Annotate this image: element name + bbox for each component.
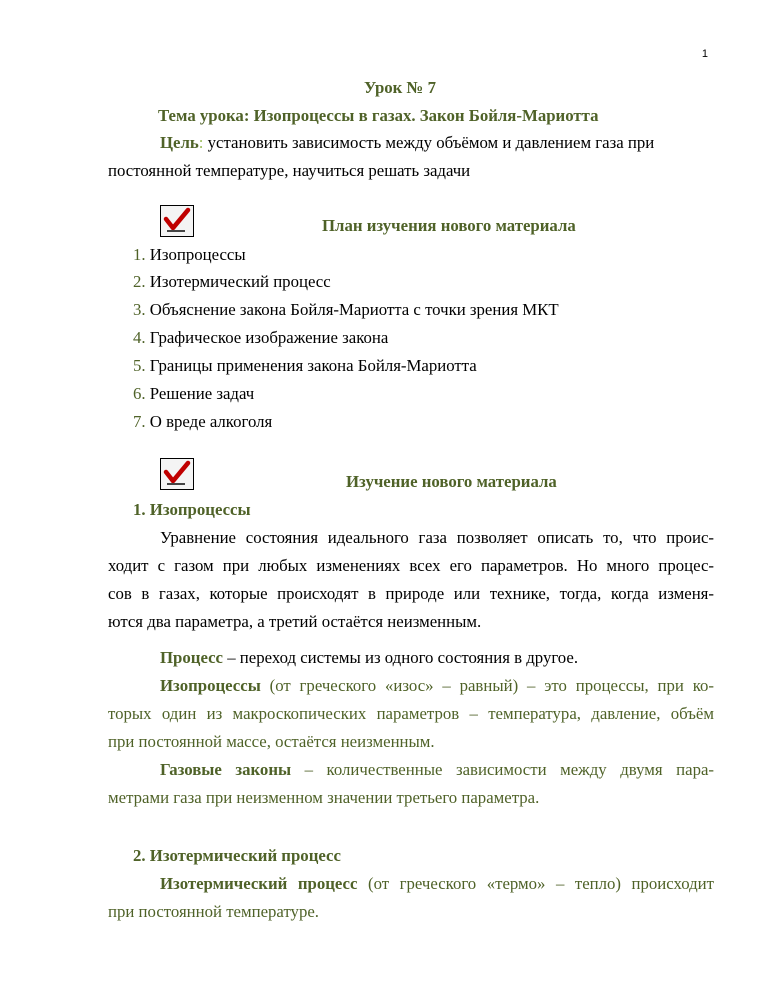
list-item-text: Графическое изображение закона [149, 328, 389, 347]
list-item-number: 4. [133, 328, 146, 347]
isothermal-text: (от греческого «термо» – тепло) происходит [357, 874, 714, 893]
gas-laws-definition-line-1 [160, 760, 714, 780]
list-item [133, 300, 559, 320]
list-item-number: 1. [133, 245, 146, 264]
list-item-text: Границы применения закона Бойля-Мариотта [149, 356, 477, 375]
process-definition [160, 648, 578, 668]
list-item [133, 356, 477, 376]
list-item-number: 7. [133, 412, 146, 431]
study-heading: Изучение нового материала [346, 472, 557, 491]
isoprocess-term: Изопроцессы [160, 676, 261, 695]
section-1-heading [133, 500, 251, 520]
page-number: 1 [701, 48, 708, 60]
list-item-text: Изопроцессы [149, 245, 246, 264]
process-text: – переход системы из одного состояния в другое. [223, 648, 579, 667]
list-item-text: О вреде алкоголя [149, 412, 273, 431]
list-item [133, 272, 331, 292]
list-item-text: Объяснение закона Бойля-Мариотта с точки зрения МКТ [149, 300, 559, 319]
list-item [133, 328, 388, 348]
gas-laws-term: Газовые законы [160, 760, 292, 779]
list-item [133, 412, 272, 432]
list-item [133, 245, 246, 265]
topic-title: Тема урока: Изопроцессы в газах. Закон Бойля-Мариотта [158, 106, 599, 125]
paragraph-line: Уравнение состояния идеального газа позволяет описать то, что проис- [160, 528, 714, 547]
paragraph-line: ются два параметра, а третий остаётся неизменным. [108, 612, 482, 631]
isothermal-term: Изотермический процесс [160, 874, 358, 893]
checkmark-icon [160, 205, 194, 237]
list-item [133, 384, 254, 404]
goal-text-1: установить зависимость между объёмом и давлением газа при [203, 133, 655, 152]
goal-label: Цель [160, 133, 199, 152]
paragraph-line: сов в газах, которые происходят в природе или технике, тогда, когда изменя- [108, 584, 714, 603]
paragraph-line: торых один из макроскопических параметров – температура, давление, объём [108, 704, 714, 723]
paragraph-line: при постоянной температуре. [108, 902, 319, 921]
goal-colon: : [198, 133, 204, 152]
plan-heading: План изучения нового материала [322, 216, 576, 235]
isoprocess-text: (от греческого «изос» – равный) – это процессы, при ко- [260, 676, 714, 695]
list-item-text: Изотермический процесс [149, 272, 331, 291]
section-title: Изопроцессы [149, 500, 251, 519]
process-term: Процесс [160, 648, 223, 667]
lesson-title: Урок № 7 [364, 78, 436, 97]
checkmark-icon [160, 458, 194, 490]
gas-laws-text: – количественные зависимости между двумя пара- [291, 760, 714, 779]
isothermal-definition-line-1 [160, 874, 714, 894]
section-title: Изотермический процесс [149, 846, 341, 865]
list-item-number: 6. [133, 384, 146, 403]
section-number: 1. [133, 500, 146, 519]
goal-line-2: постоянной температуре, научиться решать задачи [108, 161, 471, 180]
paragraph-line: ходит с газом при любых изменениях всех его параметров. Но много процес- [108, 556, 714, 575]
paragraph-line: метрами газа при неизменном значении третьего параметра. [108, 788, 540, 807]
goal-line-1 [160, 133, 654, 153]
isoprocess-definition-line-1 [160, 676, 714, 696]
section-2-heading [133, 846, 341, 866]
list-item-text: Решение задач [149, 384, 255, 403]
section-number: 2. [133, 846, 146, 865]
list-item-number: 2. [133, 272, 146, 291]
list-item-number: 3. [133, 300, 146, 319]
list-item-number: 5. [133, 356, 146, 375]
paragraph-line: при постоянной массе, остаётся неизменным. [108, 732, 435, 751]
